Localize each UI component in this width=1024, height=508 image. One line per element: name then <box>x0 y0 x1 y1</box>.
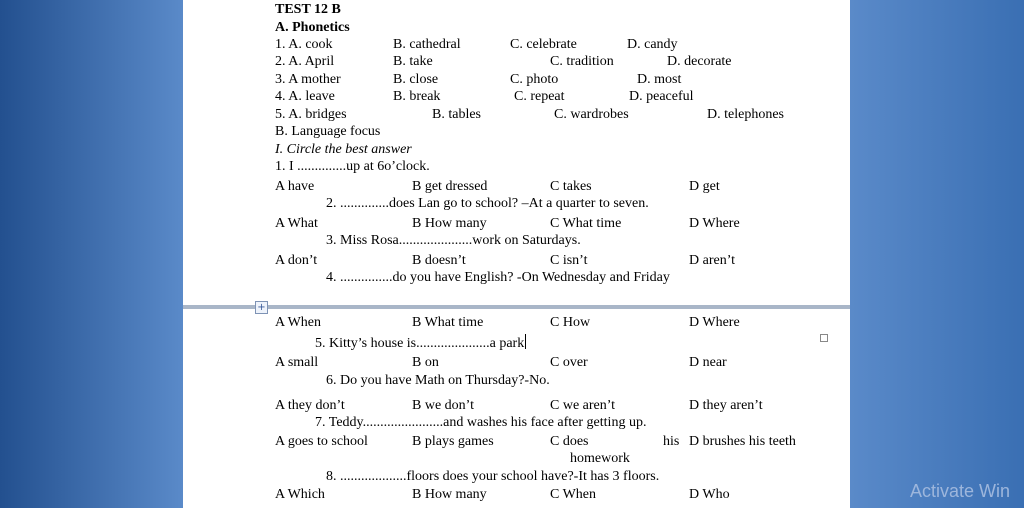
q2-a: 2. A. April <box>275 54 335 69</box>
text-cursor <box>525 334 526 349</box>
q1-a: 1. A. cook <box>275 37 333 52</box>
end-of-cell-marker <box>820 334 828 342</box>
q4-c: C. repeat <box>514 89 565 104</box>
q4-d: D. peaceful <box>629 89 694 104</box>
g8-a: A Which <box>275 487 325 502</box>
g1-d: D get <box>689 179 720 194</box>
g1-c: C takes <box>550 179 592 194</box>
q5-c: C. wardrobes <box>554 107 629 122</box>
g8-b: B How many <box>412 487 487 502</box>
section-phonetics: A. Phonetics <box>275 20 350 35</box>
test-title: TEST 12 B <box>275 2 341 17</box>
g1-a: A have <box>275 179 315 194</box>
g5-question-line <box>315 334 526 352</box>
g5-b: B on <box>412 355 439 370</box>
g4-question: 4. ...............do you have English? -On Wednesday and Friday <box>326 270 670 285</box>
q3-b: B. close <box>393 72 439 87</box>
q5-b: B. tables <box>432 107 481 122</box>
g8-question: 8. ...................floors does your school have?-It has 3 floors. <box>326 469 660 484</box>
g6-question: 6. Do you have Math on Thursday?-No. <box>326 373 550 388</box>
q1-d: D. candy <box>627 37 678 52</box>
q4-a: 4. A. leave <box>275 89 335 104</box>
g3-b: B doesn’t <box>412 253 466 268</box>
g3-d: D aren’t <box>689 253 735 268</box>
g7-a: A goes to school <box>275 434 368 449</box>
g2-d: D Where <box>689 216 740 231</box>
q5-a: 5. A. bridges <box>275 107 347 122</box>
q3-a: 3. A mother <box>275 72 341 87</box>
g7-question: 7. Teddy.......................and washes his face after getting up. <box>315 415 647 430</box>
q5-d: D. telephones <box>707 107 784 122</box>
q3-d: D. most <box>637 72 682 87</box>
g5-a: A small <box>275 355 319 370</box>
g7-b: B plays games <box>412 434 494 449</box>
left-background <box>0 0 183 508</box>
move-icon[interactable]: + <box>255 301 268 314</box>
g2-b: B How many <box>412 216 487 231</box>
q1-c: C. celebrate <box>510 37 577 52</box>
g3-c: C isn’t <box>550 253 588 268</box>
section-language: B. Language focus <box>275 124 381 139</box>
g7-d-his: his <box>663 434 680 449</box>
q4-b: B. break <box>393 89 441 104</box>
g5-d: D near <box>689 355 727 370</box>
g2-a: A What <box>275 216 318 231</box>
g4-d: D Where <box>689 315 740 330</box>
g2-c: C What time <box>550 216 622 231</box>
q2-d: D. decorate <box>667 54 732 69</box>
q2-b: B. take <box>393 54 433 69</box>
g4-a: A When <box>275 315 322 330</box>
q1-b: B. cathedral <box>393 37 461 52</box>
g7-c-continued: homework <box>570 451 630 466</box>
g8-d: D Who <box>689 487 730 502</box>
g2-question: 2. ..............does Lan go to school? –At a quarter to seven. <box>326 196 649 211</box>
g3-question: 3. Miss Rosa.....................work on Saturdays. <box>326 233 581 248</box>
g7-d: D brushes his teeth <box>689 434 796 449</box>
g6-c: C we aren’t <box>550 398 616 413</box>
g5-c: C over <box>550 355 588 370</box>
g4-b: B What time <box>412 315 484 330</box>
g6-d: D they aren’t <box>689 398 763 413</box>
g3-a: A don’t <box>275 253 318 268</box>
right-background <box>850 0 1024 508</box>
activation-watermark: Activate Win <box>910 481 1011 501</box>
q2-c: C. tradition <box>550 54 614 69</box>
g6-b: B we don’t <box>412 398 474 413</box>
g5-question: 5. Kitty’s house is.....................a park <box>315 336 525 351</box>
instruction: I. Circle the best answer <box>275 142 412 157</box>
q3-c: C. photo <box>510 72 559 87</box>
g1-b: B get dressed <box>412 179 488 194</box>
g1-question: 1. I ..............up at 6o’clock. <box>275 159 430 174</box>
g4-c: C How <box>550 315 591 330</box>
g7-c: C does <box>550 434 589 449</box>
g8-c: C When <box>550 487 597 502</box>
g6-a: A they don’t <box>275 398 345 413</box>
